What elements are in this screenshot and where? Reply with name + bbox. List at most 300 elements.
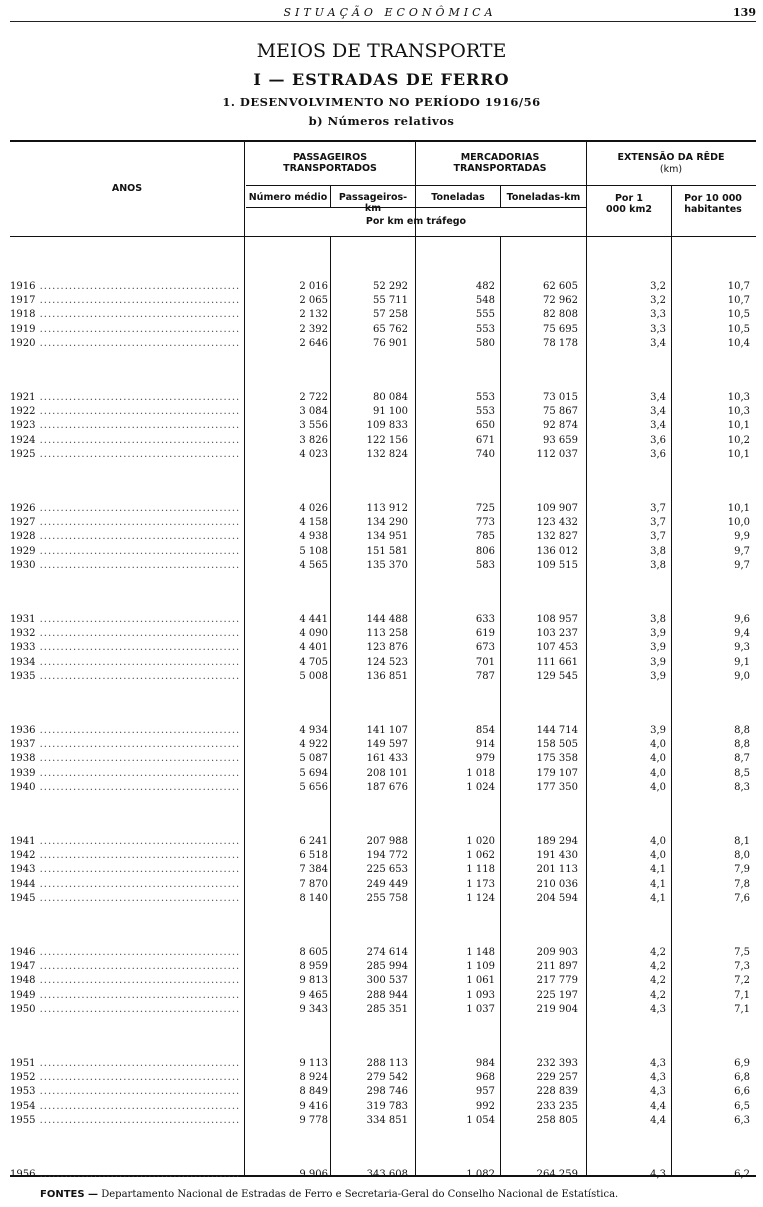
passageiros-km-cell: 151 581 xyxy=(366,545,408,557)
toneladas-cell: 650 xyxy=(475,420,495,432)
numero-medio-cell: 5 087 xyxy=(299,753,328,765)
passageiros-km-cell: 279 542 xyxy=(366,1072,408,1084)
por-10000-hab-cell: 10,7 xyxy=(727,295,750,307)
passageiros-km-cell: 132 824 xyxy=(366,448,408,460)
numero-medio-cell: 4 705 xyxy=(299,656,328,668)
toneladas-km-cell: 158 505 xyxy=(536,739,578,751)
por-1000-km2-cell: 3,8 xyxy=(650,614,666,625)
header-por-km-trafego: Por km em tráfego xyxy=(365,216,467,227)
por-1000-km2-cell: 4,3 xyxy=(650,1003,666,1015)
year-cell: 1943 ..... xyxy=(10,863,240,877)
table-row xyxy=(10,627,756,641)
year-cell: 1947 ..... xyxy=(10,960,240,974)
numero-medio-cell: 4 158 xyxy=(299,517,328,529)
passageiros-km-cell: 113 912 xyxy=(366,503,408,514)
header-toneladas: Toneladas xyxy=(431,192,485,203)
passageiros-km-cell: 134 290 xyxy=(366,517,408,529)
table-row xyxy=(10,878,756,892)
por-10000-hab-cell: 10,5 xyxy=(727,323,750,335)
toneladas-km-cell: 179 107 xyxy=(536,767,578,779)
numero-medio-cell: 9 416 xyxy=(299,1100,328,1112)
por-1000-km2-cell: 4,2 xyxy=(650,961,666,973)
table-row xyxy=(10,767,756,781)
toneladas-km-cell: 108 957 xyxy=(536,614,578,625)
toneladas-cell: 1 173 xyxy=(466,878,495,890)
por-1000-km2-cell: 3,8 xyxy=(650,545,666,557)
toneladas-cell: 553 xyxy=(475,406,495,418)
numero-medio-cell: 6 518 xyxy=(299,850,328,862)
year-cell: 1923 ..... xyxy=(10,419,240,433)
numero-medio-cell: 4 026 xyxy=(299,503,328,514)
numero-medio-cell: 4 023 xyxy=(299,448,328,460)
toneladas-cell: 1 148 xyxy=(466,947,495,958)
running-title: SITUAÇÃO ECONÔMICA xyxy=(283,6,497,19)
toneladas-cell: 957 xyxy=(475,1086,495,1098)
year-cell: 1953 ..... xyxy=(10,1085,240,1099)
year-cell: 1924 ..... xyxy=(10,434,240,448)
por-10000-hab-cell: 8,7 xyxy=(734,753,750,765)
toneladas-cell: 914 xyxy=(475,739,495,751)
numero-medio-cell: 3 826 xyxy=(299,434,328,446)
toneladas-cell: 806 xyxy=(475,545,495,557)
por-1000-km2-cell: 3,7 xyxy=(650,531,666,543)
toneladas-cell: 555 xyxy=(475,309,495,321)
header-mercadorias: MERCADORIAS TRANSPORTADAS xyxy=(453,152,547,174)
table-row xyxy=(10,294,756,308)
numero-medio-cell: 5 108 xyxy=(299,545,328,557)
toneladas-km-cell: 201 113 xyxy=(536,864,578,876)
year-cell: 1922 ..... xyxy=(10,405,240,419)
toneladas-km-cell: 82 808 xyxy=(543,309,578,321)
year-cell: 1937 ..... xyxy=(10,738,240,752)
toneladas-cell: 673 xyxy=(475,642,495,654)
numero-medio-cell: 4 441 xyxy=(299,614,328,625)
por-10000-hab-cell: 10,3 xyxy=(727,406,750,418)
toneladas-cell: 482 xyxy=(475,281,495,292)
year-cell: 1930 ..... xyxy=(10,559,240,573)
numero-medio-cell: 8 849 xyxy=(299,1086,328,1098)
por-10000-hab-cell: 9,7 xyxy=(734,545,750,557)
passageiros-km-cell: 141 107 xyxy=(366,725,408,736)
header-anos: ANOS xyxy=(111,183,143,194)
passageiros-km-cell: 52 292 xyxy=(373,281,408,292)
toneladas-km-cell: 75 867 xyxy=(543,406,578,418)
year-cell: 1917 ..... xyxy=(10,294,240,308)
por-1000-km2-cell: 3,3 xyxy=(650,309,666,321)
passageiros-km-cell: 343 608 xyxy=(366,1169,408,1180)
toneladas-km-cell: 210 036 xyxy=(536,878,578,890)
toneladas-cell: 1 037 xyxy=(466,1003,495,1015)
passageiros-km-cell: 300 537 xyxy=(366,975,408,987)
toneladas-cell: 725 xyxy=(475,503,495,514)
toneladas-cell: 553 xyxy=(475,323,495,335)
passageiros-km-cell: 109 833 xyxy=(366,420,408,432)
year-cell: 1934 ..... xyxy=(10,656,240,670)
toneladas-km-cell: 233 235 xyxy=(536,1100,578,1112)
year-cell: 1944 ..... xyxy=(10,878,240,892)
por-1000-km2-cell: 4,2 xyxy=(650,947,666,958)
passageiros-km-cell: 298 746 xyxy=(366,1086,408,1098)
toneladas-cell: 1 054 xyxy=(466,1114,495,1126)
toneladas-cell: 984 xyxy=(475,1058,495,1069)
por-1000-km2-cell: 3,4 xyxy=(650,420,666,432)
por-10000-hab-cell: 7,1 xyxy=(734,989,750,1001)
toneladas-km-cell: 225 197 xyxy=(536,989,578,1001)
por-10000-hab-cell: 8,0 xyxy=(734,850,750,862)
por-1000-km2-cell: 3,7 xyxy=(650,517,666,529)
header-mid-rule-left xyxy=(246,185,586,186)
toneladas-km-cell: 177 350 xyxy=(536,781,578,793)
table-row xyxy=(10,1003,756,1017)
por-10000-hab-cell: 8,8 xyxy=(734,739,750,751)
numero-medio-cell: 8 605 xyxy=(299,947,328,958)
header-extensao-unit: (km) xyxy=(659,164,683,175)
numero-medio-cell: 5 008 xyxy=(299,670,328,682)
passageiros-km-cell: 57 258 xyxy=(373,309,408,321)
table-row xyxy=(10,781,756,795)
toneladas-km-cell: 112 037 xyxy=(536,448,578,460)
numero-medio-cell: 9 813 xyxy=(299,975,328,987)
toneladas-km-cell: 75 695 xyxy=(543,323,578,335)
por-10000-hab-cell: 9,6 xyxy=(734,614,750,625)
table-row xyxy=(10,337,756,351)
toneladas-km-cell: 132 827 xyxy=(536,531,578,543)
passageiros-km-cell: 113 258 xyxy=(366,628,408,640)
por-1000-km2-cell: 3,2 xyxy=(650,281,666,292)
passageiros-km-cell: 288 113 xyxy=(366,1058,408,1069)
passageiros-km-cell: 122 156 xyxy=(366,434,408,446)
por-1000-km2-cell: 4,1 xyxy=(650,892,666,904)
por-10000-hab-cell: 10,2 xyxy=(727,434,750,446)
por-10000-hab-cell: 6,5 xyxy=(734,1100,750,1112)
numero-medio-cell: 3 084 xyxy=(299,406,328,418)
numero-medio-cell: 2 722 xyxy=(299,392,328,403)
year-cell: 1952 ..... xyxy=(10,1071,240,1085)
por-10000-hab-cell: 7,8 xyxy=(734,878,750,890)
table-row xyxy=(10,656,756,670)
table-row xyxy=(10,1085,756,1099)
por-1000-km2-cell: 4,0 xyxy=(650,753,666,765)
por-10000-hab-cell: 7,1 xyxy=(734,1003,750,1015)
toneladas-km-cell: 175 358 xyxy=(536,753,578,765)
table-row xyxy=(10,545,756,559)
por-10000-hab-cell: 9,3 xyxy=(734,642,750,654)
por-10000-hab-cell: 10,3 xyxy=(727,392,750,403)
table-row xyxy=(10,1100,756,1114)
statistics-table xyxy=(10,140,756,1180)
year-cell: 1955 ..... xyxy=(10,1114,240,1128)
numero-medio-cell: 2 392 xyxy=(299,323,328,335)
table-row xyxy=(10,448,756,462)
passageiros-km-cell: 144 488 xyxy=(366,614,408,625)
passageiros-km-cell: 80 084 xyxy=(373,392,408,403)
year-cell: 1925 ..... xyxy=(10,448,240,462)
por-10000-hab-cell: 7,6 xyxy=(734,892,750,904)
toneladas-cell: 968 xyxy=(475,1072,495,1084)
por-10000-hab-cell: 9,7 xyxy=(734,559,750,571)
por-10000-hab-cell: 10,1 xyxy=(727,448,750,460)
toneladas-cell: 1 124 xyxy=(466,892,495,904)
year-cell: 1954 ..... xyxy=(10,1100,240,1114)
passageiros-km-cell: 76 901 xyxy=(373,337,408,349)
por-10000-hab-cell: 6,2 xyxy=(734,1169,750,1180)
toneladas-km-cell: 103 237 xyxy=(536,628,578,640)
subsection-title: 1. DESENVOLVIMENTO NO PERÍODO 1916/56 xyxy=(222,95,541,109)
passageiros-km-cell: 149 597 xyxy=(366,739,408,751)
year-cell: 1920 ..... xyxy=(10,337,240,351)
year-cell: 1949 ..... xyxy=(10,989,240,1003)
page-number: 139 xyxy=(733,6,756,19)
table-row xyxy=(10,835,756,849)
table-row xyxy=(10,613,756,627)
por-10000-hab-cell: 9,9 xyxy=(734,531,750,543)
numero-medio-cell: 4 565 xyxy=(299,559,328,571)
table-row xyxy=(10,1057,756,1071)
por-10000-hab-cell: 10,1 xyxy=(727,420,750,432)
year-cell: 1938 ..... xyxy=(10,752,240,766)
por-1000-km2-cell: 3,7 xyxy=(650,503,666,514)
por-1000-km2-cell: 3,8 xyxy=(650,559,666,571)
por-1000-km2-cell: 4,2 xyxy=(650,989,666,1001)
header-por-10000-hab: Por 10 000 habitantes xyxy=(684,193,742,215)
table-row xyxy=(10,1071,756,1085)
toneladas-km-cell: 111 661 xyxy=(536,656,578,668)
year-cell: 1926 ..... xyxy=(10,502,240,516)
por-1000-km2-cell: 4,0 xyxy=(650,739,666,751)
year-cell: 1939 ..... xyxy=(10,767,240,781)
por-1000-km2-cell: 3,9 xyxy=(650,628,666,640)
table-row xyxy=(10,670,756,684)
passageiros-km-cell: 334 851 xyxy=(366,1114,408,1126)
toneladas-cell: 740 xyxy=(475,448,495,460)
numero-medio-cell: 2 016 xyxy=(299,281,328,292)
toneladas-cell: 1 024 xyxy=(466,781,495,793)
por-1000-km2-cell: 3,9 xyxy=(650,670,666,682)
table-row xyxy=(10,419,756,433)
numero-medio-cell: 8 959 xyxy=(299,961,328,973)
table-row xyxy=(10,738,756,752)
por-1000-km2-cell: 4,3 xyxy=(650,1086,666,1098)
por-1000-km2-cell: 4,1 xyxy=(650,864,666,876)
por-1000-km2-cell: 3,3 xyxy=(650,323,666,335)
por-10000-hab-cell: 7,9 xyxy=(734,864,750,876)
year-cell: 1921 ..... xyxy=(10,391,240,405)
passageiros-km-cell: 134 951 xyxy=(366,531,408,543)
table-row xyxy=(10,391,756,405)
por-10000-hab-cell: 10,0 xyxy=(727,517,750,529)
toneladas-km-cell: 93 659 xyxy=(543,434,578,446)
passageiros-km-cell: 55 711 xyxy=(373,295,408,307)
toneladas-km-cell: 204 594 xyxy=(536,892,578,904)
por-1000-km2-cell: 3,6 xyxy=(650,434,666,446)
header-por-km-rule xyxy=(246,207,586,208)
toneladas-cell: 1 082 xyxy=(466,1169,495,1180)
toneladas-km-cell: 144 714 xyxy=(536,725,578,736)
por-1000-km2-cell: 4,0 xyxy=(650,850,666,862)
year-cell: 1950 ..... xyxy=(10,1003,240,1017)
por-1000-km2-cell: 4,3 xyxy=(650,1058,666,1069)
por-10000-hab-cell: 8,1 xyxy=(734,836,750,847)
por-1000-km2-cell: 4,2 xyxy=(650,975,666,987)
toneladas-cell: 548 xyxy=(475,295,495,307)
por-1000-km2-cell: 3,9 xyxy=(650,656,666,668)
numero-medio-cell: 9 343 xyxy=(299,1003,328,1015)
passageiros-km-cell: 288 944 xyxy=(366,989,408,1001)
year-cell: 1956 ..... xyxy=(10,1168,240,1182)
table-row xyxy=(10,502,756,516)
toneladas-km-cell: 92 874 xyxy=(543,420,578,432)
por-1000-km2-cell: 3,4 xyxy=(650,337,666,349)
toneladas-cell: 1 118 xyxy=(466,864,495,876)
year-cell: 1942 ..... xyxy=(10,849,240,863)
header-por-1000-km2: Por 1 000 km2 xyxy=(606,193,652,215)
toneladas-km-cell: 229 257 xyxy=(536,1072,578,1084)
year-cell: 1918 ..... xyxy=(10,308,240,322)
year-cell: 1936 ..... xyxy=(10,724,240,738)
passageiros-km-cell: 123 876 xyxy=(366,642,408,654)
passageiros-km-cell: 285 351 xyxy=(366,1003,408,1015)
por-10000-hab-cell: 6,9 xyxy=(734,1058,750,1069)
table-row xyxy=(10,724,756,738)
year-cell: 1935 ..... xyxy=(10,670,240,684)
toneladas-km-cell: 191 430 xyxy=(536,850,578,862)
table-row xyxy=(10,752,756,766)
year-cell: 1946 ..... xyxy=(10,946,240,960)
numero-medio-cell: 7 870 xyxy=(299,878,328,890)
table-row xyxy=(10,892,756,906)
passageiros-km-cell: 249 449 xyxy=(366,878,408,890)
por-10000-hab-cell: 7,5 xyxy=(734,947,750,958)
numero-medio-cell: 7 384 xyxy=(299,864,328,876)
subsubsection-title: b) Números relativos xyxy=(308,114,455,128)
numero-medio-cell: 5 656 xyxy=(299,781,328,793)
toneladas-km-cell: 72 962 xyxy=(543,295,578,307)
toneladas-cell: 1 093 xyxy=(466,989,495,1001)
toneladas-cell: 992 xyxy=(475,1100,495,1112)
running-head xyxy=(10,4,760,22)
toneladas-cell: 1 018 xyxy=(466,767,495,779)
por-10000-hab-cell: 8,5 xyxy=(734,767,750,779)
passageiros-km-cell: 136 851 xyxy=(366,670,408,682)
header-numero-medio: Número médio xyxy=(248,192,328,203)
sources-note xyxy=(40,1189,618,1200)
year-cell: 1928 ..... xyxy=(10,530,240,544)
por-10000-hab-cell: 9,1 xyxy=(734,656,750,668)
header-passageiros-km: Passageiros-km xyxy=(338,192,408,214)
toneladas-km-cell: 129 545 xyxy=(536,670,578,682)
toneladas-cell: 773 xyxy=(475,517,495,529)
por-10000-hab-cell: 8,8 xyxy=(734,725,750,736)
por-10000-hab-cell: 6,8 xyxy=(734,1072,750,1084)
toneladas-cell: 619 xyxy=(475,628,495,640)
passageiros-km-cell: 207 988 xyxy=(366,836,408,847)
year-cell: 1932 ..... xyxy=(10,627,240,641)
numero-medio-cell: 6 241 xyxy=(299,836,328,847)
toneladas-cell: 553 xyxy=(475,392,495,403)
year-cell: 1951 ..... xyxy=(10,1057,240,1071)
table-row xyxy=(10,434,756,448)
toneladas-km-cell: 73 015 xyxy=(543,392,578,403)
passageiros-km-cell: 91 100 xyxy=(373,406,408,418)
toneladas-cell: 979 xyxy=(475,753,495,765)
toneladas-cell: 580 xyxy=(475,337,495,349)
toneladas-cell: 787 xyxy=(475,670,495,682)
toneladas-cell: 1 109 xyxy=(466,961,495,973)
passageiros-km-cell: 135 370 xyxy=(366,559,408,571)
numero-medio-cell: 2 646 xyxy=(299,337,328,349)
numero-medio-cell: 4 934 xyxy=(299,725,328,736)
table-row xyxy=(10,323,756,337)
por-1000-km2-cell: 3,2 xyxy=(650,295,666,307)
passageiros-km-cell: 124 523 xyxy=(366,656,408,668)
por-1000-km2-cell: 4,0 xyxy=(650,767,666,779)
numero-medio-cell: 4 401 xyxy=(299,642,328,654)
toneladas-km-cell: 209 903 xyxy=(536,947,578,958)
por-1000-km2-cell: 4,4 xyxy=(650,1114,666,1126)
toneladas-km-cell: 211 897 xyxy=(536,961,578,973)
col-divider xyxy=(330,236,331,1175)
passageiros-km-cell: 208 101 xyxy=(366,767,408,779)
toneladas-cell: 854 xyxy=(475,725,495,736)
table-row xyxy=(10,308,756,322)
table-row xyxy=(10,405,756,419)
numero-medio-cell: 4 090 xyxy=(299,628,328,640)
table-row xyxy=(10,989,756,1003)
header-passageiros: PASSAGEIROS TRANSPORTADOS xyxy=(283,152,377,174)
toneladas-km-cell: 109 515 xyxy=(536,559,578,571)
por-10000-hab-cell: 9,0 xyxy=(734,670,750,682)
toneladas-km-cell: 189 294 xyxy=(536,836,578,847)
por-10000-hab-cell: 6,3 xyxy=(734,1114,750,1126)
table-row xyxy=(10,530,756,544)
toneladas-km-cell: 217 779 xyxy=(536,975,578,987)
por-10000-hab-cell: 8,3 xyxy=(734,781,750,793)
table-row xyxy=(10,960,756,974)
table-row xyxy=(10,516,756,530)
toneladas-km-cell: 136 012 xyxy=(536,545,578,557)
numero-medio-cell: 4 938 xyxy=(299,531,328,543)
passageiros-km-cell: 225 653 xyxy=(366,864,408,876)
por-10000-hab-cell: 10,1 xyxy=(727,503,750,514)
por-10000-hab-cell: 6,6 xyxy=(734,1086,750,1098)
por-1000-km2-cell: 3,4 xyxy=(650,392,666,403)
toneladas-cell: 671 xyxy=(475,434,495,446)
por-1000-km2-cell: 4,0 xyxy=(650,781,666,793)
table-top-rule xyxy=(10,140,756,142)
toneladas-km-cell: 123 432 xyxy=(536,517,578,529)
year-cell: 1948 ..... xyxy=(10,974,240,988)
toneladas-km-cell: 107 453 xyxy=(536,642,578,654)
por-1000-km2-cell: 3,6 xyxy=(650,448,666,460)
toneladas-cell: 633 xyxy=(475,614,495,625)
toneladas-km-cell: 232 393 xyxy=(536,1058,578,1069)
sources-text: Departamento Nacional de Estradas de Ferro e Secretaria-Geral do Conselho Nacional de Estatística. xyxy=(101,1189,619,1200)
por-10000-hab-cell: 7,3 xyxy=(734,961,750,973)
header-toneladas-km: Toneladas-km xyxy=(506,192,581,203)
toneladas-km-cell: 109 907 xyxy=(536,503,578,514)
page-title: MEIOS DE TRANSPORTE xyxy=(256,40,507,62)
numero-medio-cell: 2 132 xyxy=(299,309,328,321)
passageiros-km-cell: 285 994 xyxy=(366,961,408,973)
numero-medio-cell: 4 922 xyxy=(299,739,328,751)
por-1000-km2-cell: 4,0 xyxy=(650,836,666,847)
sources-label: FONTES — xyxy=(40,1189,99,1200)
passageiros-km-cell: 187 676 xyxy=(366,781,408,793)
por-10000-hab-cell: 9,4 xyxy=(734,628,750,640)
head-rule xyxy=(10,21,756,22)
por-1000-km2-cell: 4,3 xyxy=(650,1169,666,1180)
year-cell: 1941 ..... xyxy=(10,835,240,849)
